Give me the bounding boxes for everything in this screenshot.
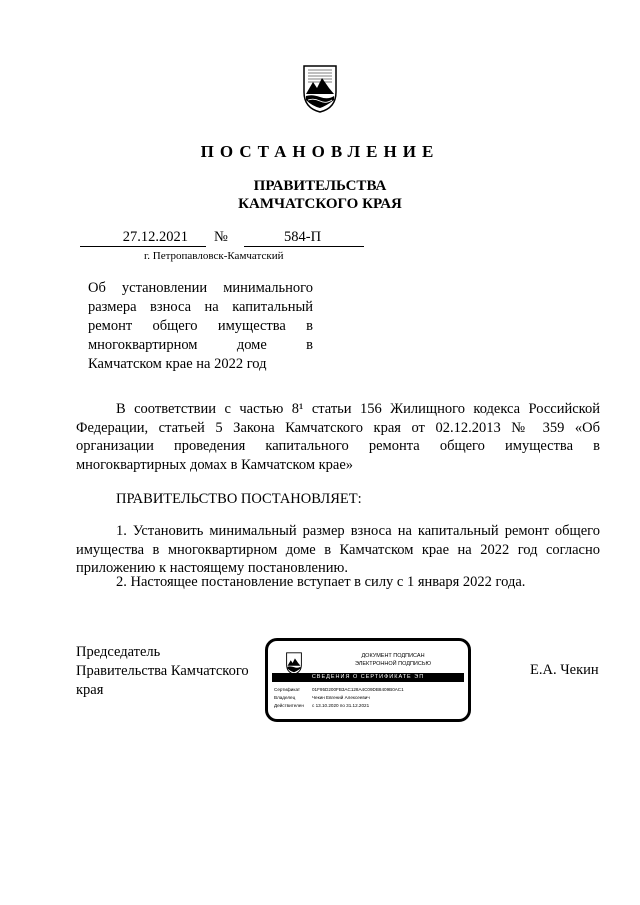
paragraph-line: 2. Настоящее постановление вступает в силу с 1 января 2022 года. <box>116 574 526 590</box>
kamchatka-emblem-icon <box>300 62 340 114</box>
stamp-field-label: Сертификат <box>274 687 301 692</box>
position-line: Председатель <box>76 644 161 660</box>
document-type: ПОСТАНОВЛЕНИЕ <box>200 142 440 161</box>
decree-heading <box>116 490 640 509</box>
preamble-paragraph <box>76 400 600 474</box>
issuer-line-2: КАМЧАТСКОГО КРАЯ <box>238 196 402 212</box>
stamp-emblem-icon <box>284 651 304 675</box>
stamp-certificate-bar: СВЕДЕНИЯ О СЕРТИФИКАТЕ ЭП <box>272 673 464 682</box>
paragraph-line: приложению к настоящему постановлению. <box>76 560 348 576</box>
stamp-field-value: 01F95D200FB3AC128A4C09DB8409B0AC1 <box>312 687 404 692</box>
issuer-line-1: ПРАВИТЕЛЬСТВА <box>253 178 387 194</box>
stamp-validity-row <box>274 703 369 708</box>
electronic-signature-stamp <box>265 638 471 722</box>
document-date: 27.12.2021 <box>80 229 206 247</box>
clause-1-paragraph <box>76 522 600 578</box>
stamp-field-value: Чекин Евгений Алексеевич <box>312 695 370 700</box>
document-subject <box>88 279 313 374</box>
stamp-title-line-2: ЭЛЕКТРОННОЙ ПОДПИСЬЮ <box>354 661 432 667</box>
paragraph-line: ПРАВИТЕЛЬСТВО ПОСТАНОВЛЯЕТ: <box>116 491 362 507</box>
paragraph-line: 1. Установить минимальный размер взноса на капитальный ремонт общего <box>116 523 600 539</box>
document-city: г. Петропавловск-Камчатский <box>144 250 284 262</box>
signatory-name: Е.А. Чекин <box>530 662 599 678</box>
subject-line: Камчатском крае на 2022 год <box>88 356 267 372</box>
paragraph-line: многоквартирных домах в Камчатском крае» <box>76 456 354 473</box>
paragraph-line: имущества в многоквартирном доме в Камчатском крае на 2022 год согласно <box>76 541 600 558</box>
paragraph-line: В соответствии с частью 8¹ статьи 156 Жилищного кодекса Российской <box>116 401 600 417</box>
stamp-field-label: Действителен <box>274 703 304 708</box>
subject-line: ремонт общего имущества в <box>88 318 313 334</box>
subject-line: Об установлении минимального <box>88 280 313 296</box>
document-number: 584-П <box>244 229 364 247</box>
paragraph-line: организации проведения капитального ремонта общего имущества в <box>76 438 600 454</box>
position-line: Правительства Камчатского <box>76 663 249 679</box>
subject-line: размера взноса на капитальный <box>88 299 313 315</box>
stamp-title-line-1: ДОКУМЕНТ ПОДПИСАН <box>361 653 425 659</box>
signatory-position <box>76 643 249 700</box>
subject-line: многоквартирном доме в <box>88 337 313 353</box>
clause-2-paragraph <box>116 573 640 592</box>
stamp-owner-row <box>274 695 370 700</box>
number-label: № <box>214 229 228 245</box>
stamp-field-label: Владелец <box>274 695 296 700</box>
stamp-field-value: с 13.10.2020 по 31.12.2021 <box>312 703 370 708</box>
paragraph-line: Федерации, статьей 5 Закона Камчатского края от 02.12.2013 № 359 «Об <box>76 419 600 436</box>
position-line: края <box>76 682 104 698</box>
stamp-certificate-row <box>274 687 404 692</box>
